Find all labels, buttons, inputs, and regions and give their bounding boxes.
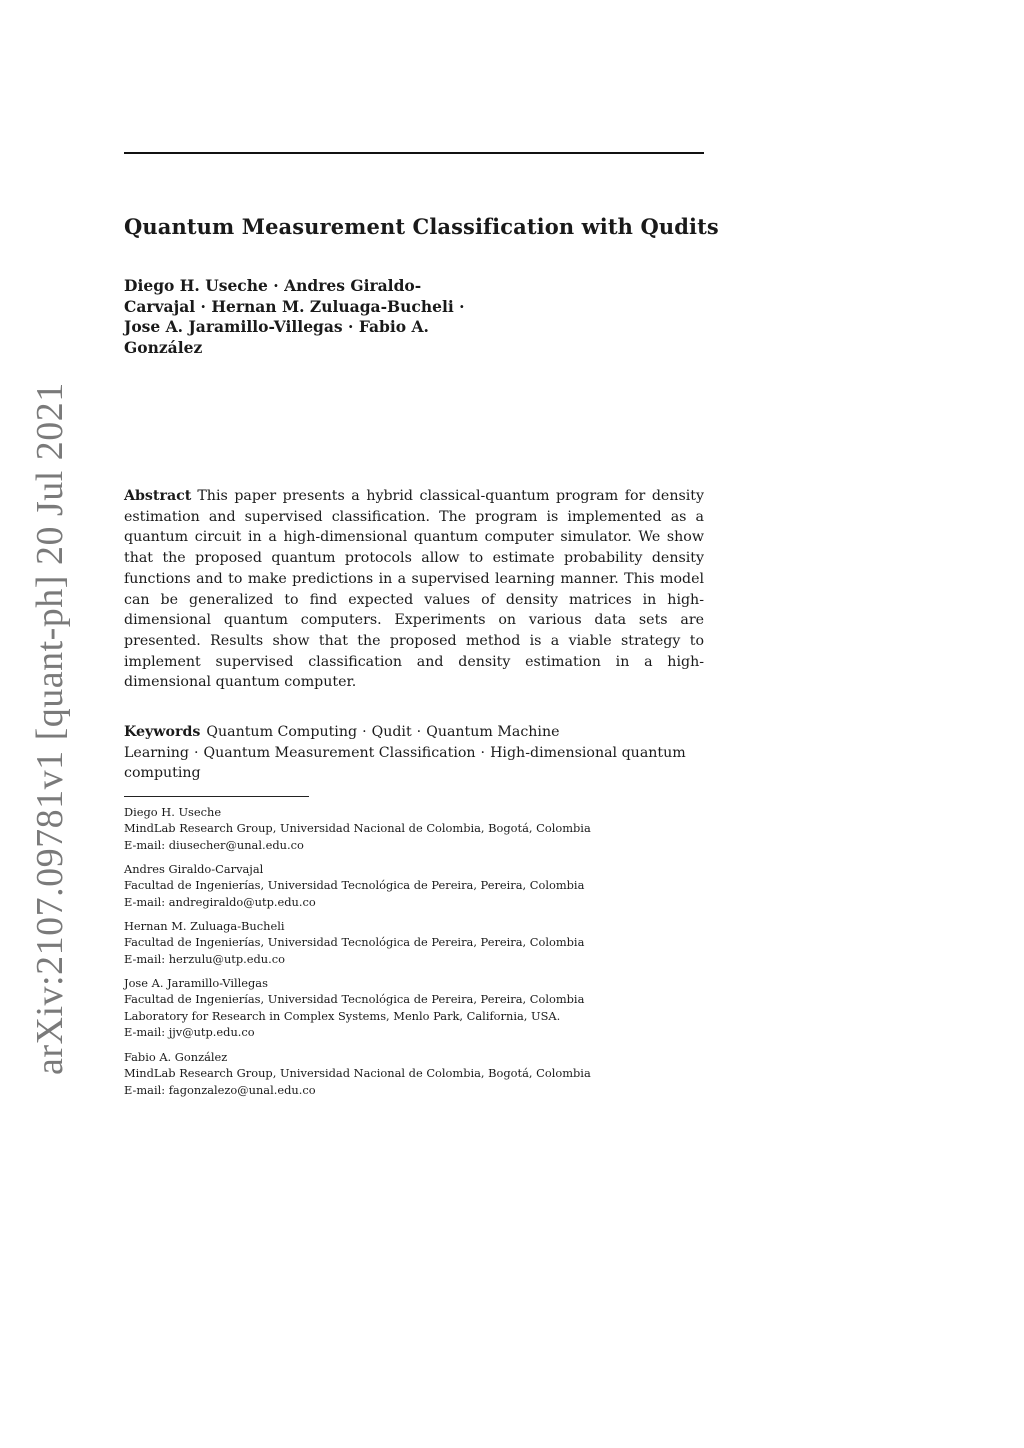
- author-list: [124, 276, 504, 358]
- affiliation-block: [124, 918, 724, 967]
- keyword: Quantum Computing: [206, 724, 358, 740]
- affiliation-author-name: Hernan M. Zuluaga-Bucheli: [124, 919, 285, 933]
- author-line: González: [124, 337, 203, 357]
- author-line: Carvajal · Hernan M. Zuluaga-Bucheli ·: [124, 296, 465, 316]
- affiliation-block: [124, 861, 724, 910]
- author-line: Jose A. Jaramillo-Villegas · Fabio A.: [124, 317, 429, 336]
- affiliation-author-name: Diego H. Useche: [124, 805, 222, 819]
- affiliation-institution: MindLab Research Group, Universidad Nacional de Colombia, Bogotá, Colombia: [124, 1066, 591, 1081]
- affiliation-email[interactable]: E-mail: herzulu@utp.edu.co: [124, 951, 285, 966]
- affiliation-author-name: Jose A. Jaramillo-Villegas: [124, 976, 268, 990]
- affiliation-email[interactable]: E-mail: jjv@utp.edu.co: [124, 1024, 255, 1039]
- arxiv-identifier[interactable]: arXiv:2107.09781v1 [quant-ph] 20 Jul 2021: [29, 382, 71, 1075]
- affiliation-institution: Facultad de Ingenierías, Universidad Tecnológica de Pereira, Pereira, Colombia: [124, 992, 585, 1007]
- keyword: Qudit: [371, 724, 412, 740]
- keywords: [124, 722, 704, 784]
- paper-title: Quantum Measurement Classification with Qudits: [124, 214, 719, 239]
- affiliation-block: [124, 804, 724, 853]
- affiliation-email[interactable]: E-mail: diusecher@unal.edu.co: [124, 837, 304, 852]
- abstract: [124, 486, 704, 693]
- keyword-separator: ·: [362, 724, 367, 740]
- affiliation-institution: Laboratory for Research in Complex Systems, Menlo Park, California, USA.: [124, 1008, 561, 1023]
- keyword: Quantum Machine Learning: [124, 724, 560, 761]
- keyword-separator: ·: [416, 724, 422, 740]
- keyword-separator: ·: [480, 744, 486, 761]
- header-rule: [124, 152, 704, 154]
- keyword-separator: ·: [193, 744, 199, 761]
- abstract-text: This paper presents a hybrid classical-quantum program for density estimation and supervised classification. The program is implemented as a quantum circuit in a high-dimensional quantum computer simulator. We show that the proposed quantum protocols allow to estimate probability density functions and to make predictions in a supervised learning manner. This model can be generalized to find expected values of density matrices in high-dimensional quantum computers. Experiments on various data sets are presented. Results show that the proposed method is a viable strategy to implement supervised classification and density estimation in a high-dimensional quantum computer.: [124, 488, 704, 691]
- affiliation-author-name: Andres Giraldo-Carvajal: [124, 862, 264, 876]
- affiliation-block: [124, 1049, 724, 1098]
- affiliation-institution: MindLab Research Group, Universidad Nacional de Colombia, Bogotá, Colombia: [124, 821, 591, 836]
- affiliation-email[interactable]: E-mail: andregiraldo@utp.edu.co: [124, 894, 316, 909]
- affiliation-author-name: Fabio A. González: [124, 1050, 228, 1064]
- affiliation-email[interactable]: E-mail: fagonzalezo@unal.edu.co: [124, 1082, 316, 1097]
- abstract-label: Abstract: [124, 488, 192, 504]
- keywords-label: Keywords: [124, 724, 201, 740]
- affiliation-block: [124, 975, 724, 1040]
- affiliation-institution: Facultad de Ingenierías, Universidad Tecnológica de Pereira, Pereira, Colombia: [124, 878, 585, 893]
- footnote-rule: [124, 796, 309, 797]
- affiliation-institution: Facultad de Ingenierías, Universidad Tecnológica de Pereira, Pereira, Colombia: [124, 935, 585, 950]
- keyword: Quantum Measurement Classification: [203, 744, 476, 761]
- author-line: Diego H. Useche · Andres Giraldo-: [124, 276, 422, 295]
- keyword: High-dimensional quantum computing: [124, 744, 686, 782]
